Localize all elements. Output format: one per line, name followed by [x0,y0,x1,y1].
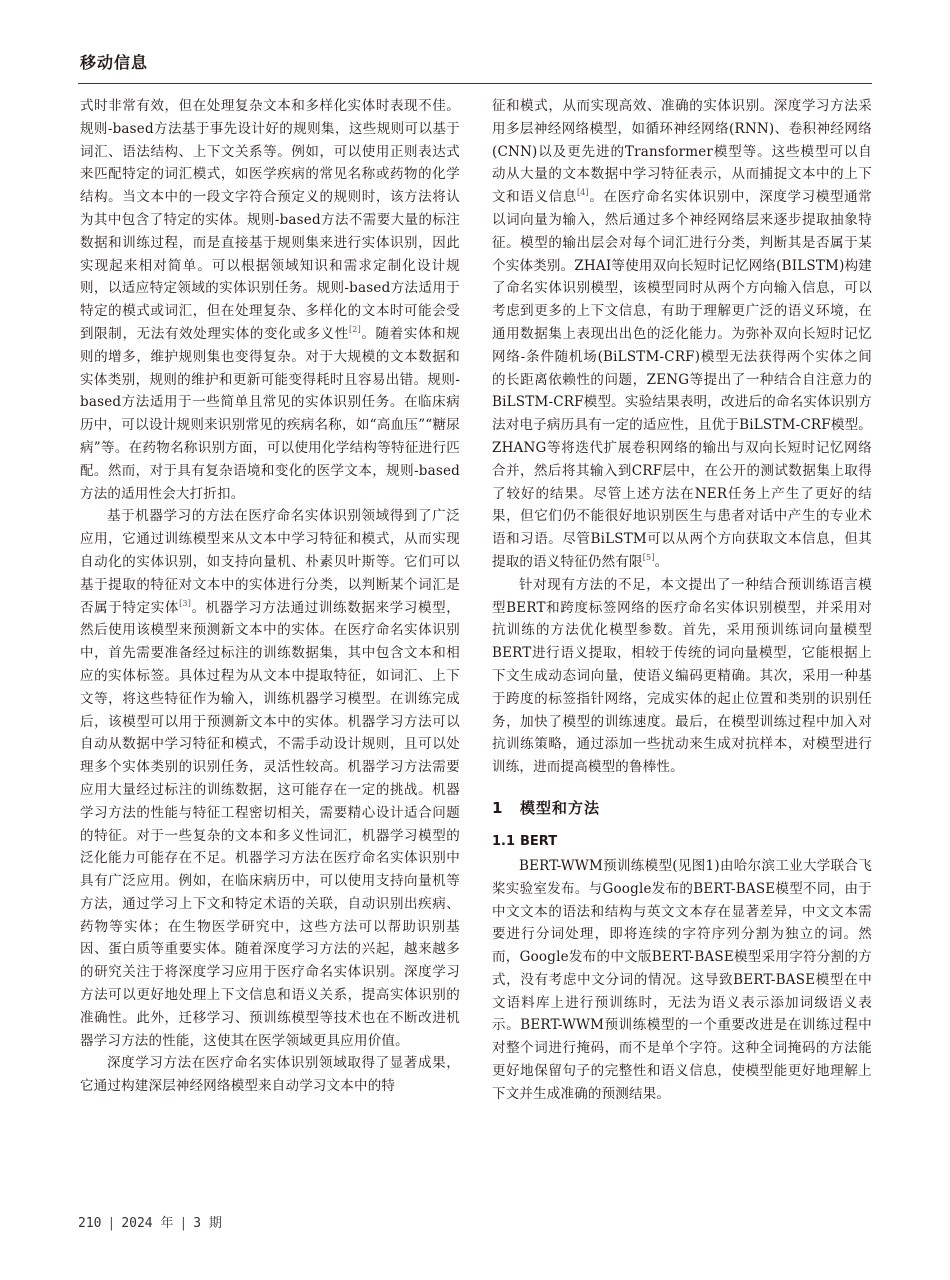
footer-issue: 3 期 [193,1216,222,1231]
left-column [80,95,460,1098]
subsection-heading [492,834,872,849]
paragraph-deep-learning-models: 征和模式，从而实现高效、准确的实体识别。深度学习方法采用多层神经网络模型，如循环神经网络(RNN)、卷积神经网络(CNN)以及更先进的Transformer模型等。这些模型可以自动从大量的文本数据中学习特征表示，从而捕捉文本中的上下文和语义信息[4]。在医疗命名实体识别中，深度学习模型通常以词向量为输入，然后通过多个神经网络层来逐步提取抽象特征。模型的输出层会对每个词汇进行分类，判断其是否属于某个实体类别。ZHAI等使用双向长短时记忆网络(BILSTM)构建了命名实体识别模型，该模型同时从两个方向输入信息，可以考虑到更多的上下文信息，有助于理解更广泛的语义环境，在通用数据集上表现出出色的泛化能力。为弥补双向长短时记忆网络-条件随机场(BiLSTM-CRF)模型无法获得两个实体之间的长距离依赖性的问题，ZENG等提出了一种结合自注意力的BiLSTM-CRF模型。实验结果表明，改进后的命名实体识别方法对电子病历具有一定的适应性，且优于BiLSTM-CRF模型。ZHANG等将迭代扩展卷积网络的输出与双向长短时记忆网络合并，然后将其输入到CRF层中，在公开的测试数据集上取得了较好的结果。尽管上述方法在NER任务上产生了更好的结果，但它们仍不能很好地识别医生与患者对话中产生的专业术语和习语。尽管BiLSTM可以从两个方向获取文本信息，但其提取的语义特征仍然有限[5]。 [492,98,872,570]
subsection-number: 1.1 [492,833,516,849]
section-title: 模型和方法 [520,798,601,817]
paragraph-bert-wwm: BERT-WWM预训练模型(见图1)由哈尔滨工业大学联合飞桨实验室发布。与Google发布的BERT-BASE模型不同，由于中文文本的语法和结构与英文文本存在显著差异，中文文本需要进行分词处理，即将连续的字符序列分割为独立的词。然而，Google发布的中文版BERT-BASE模型采用字符分割的方式，没有考虑中文分词的情况。这导致BERT-BASE模型在中文语料库上进行预训练时，无法为语义表示添加词级语义表示。BERT-WWM预训练模型的一个重要改进是在训练过程中对整个词进行掩码，而不是单个字符。这种全词掩码的方法能更好地保留句子的完整性和语义信息，使模型能更好地理解上下文并生成准确的预测结果。 [492,857,872,1102]
page-footer: 210 | 2024 年 | 3 期 [78,1216,222,1231]
citation-2: [2] [348,324,361,334]
journal-name: 移动信息 [80,53,149,72]
paragraph-machine-learning: 基于机器学习的方法在医疗命名实体识别领域得到了广泛应用，它通过训练模型来从文本中学习特征和模式，从而实现自动化的实体识别，如支持向量机、朴素贝叶斯等。它们可以基于提取的特征对文本中的实体进行分类，以判断某个词汇是否属于特定实体[3]。机器学习方法通过训练数据来学习模型，然后使用该模型来预测新文本中的实体。在医疗命名实体识别中，首先需要准备经过标注的训练数据集，其中包含文本和相应的实体标签。具体过程为从文本中提取特征，如词汇、上下文等，将这些特征作为输入，训练机器学习模型。在训练完成后，该模型可以用于预测新文本中的实体。机器学习方法可以自动从数据中学习特征和模式，不需手动设计规则，且可以处理多个实体类别的识别任务，灵活性较高。机器学习方法需要应用大量经过标注的训练数据，这可能存在一定的挑战。机器学习方法的性能与特征工程密切相关，需要精心设计适合问题的特征。对于一些复杂的文本和多义性词汇，机器学习模型的泛化能力可能存在不足。机器学习方法在医疗命名实体识别中具有广泛应用。例如，在临床病历中，可以使用支持向量机等方法，通过学习上下文和特定术语的关联，自动识别出疾病、药物等实体；在生物医学研究中，这些方法可以帮助识别基因、蛋白质等重要实体。随着深度学习方法的兴起，越来越多的研究关注于将深度学习应用于医疗命名实体识别。深度学习方法可以更好地处理上下文信息和语义关系，提高实体识别的准确性。此外，迁移学习、预训练模型等技术也在不断改进机器学习方法的性能，这使其在医学领域更具应用价值。 [80,508,460,1049]
paragraph-proposed-method: 针对现有方法的不足，本文提出了一种结合预训练语言模型BERT和跨度标签网络的医疗命名实体识别模型，并采用对抗训练的方法优化模型参数。首先，采用预训练词向量模型BERT进行语义提取，相较于传统的词向量模型，它能根据上下文生成动态词向量，使语义编码更精确。其次，采用一种基于跨度的标签指针网络，完成实体的起止位置和类别的识别任务，加快了模型的训练速度。最后，在模型训练过程中加入对抗训练策略，通过添加一些扰动来生成对抗样本，对模型进行训练，进而提高模型的鲁棒性。 [492,576,872,776]
section-heading [492,797,872,818]
citation-3: [3] [179,598,192,608]
header-divider [78,83,872,84]
page-number: 210 [78,1216,102,1231]
paragraph-rule-based: 式时非常有效，但在处理复杂文本和多样化实体时表现不佳。规则-based方法基于事先设计好的规则集，这些规则可以基于词汇、语法结构、上下文关系等。例如，可以使用正则表达式来匹配特定的词汇模式，如医学疾病的常见名称或药物的化学结构。当文本中的一段文字符合预定义的规则时，该方法将认为其中包含了特定的实体。规则-based方法不需要大量的标注数据和训练过程，而是直接基于规则集来进行实体识别，因此实现起来相对简单。可以根据领域知识和需求定制化设计规则，以适应特定领域的实体识别任务。规则-based方法适用于特定的模式或词汇，但在处理复杂、多样化的文本时可能会受到限制，无法有效处理实体的变化或多义性[2]。随着实体和规则的增多，维护规则集也变得复杂。对于大规模的文本数据和实体类别，规则的维护和更新可能变得耗时且容易出错。规则-based方法适用于一些简单且常见的实体识别任务。在临床病历中，可以设计规则来识别常见的疾病名称，如“高血压”“糖尿病”等。在药物名称识别方面，可以使用化学结构等特征进行匹配。然而，对于具有复杂语境和变化的医学文本，规则-based方法的适用性会大打折扣。 [80,98,460,502]
section-number: 1 [492,798,504,817]
citation-5: [5] [642,552,655,562]
subsection-title: BERT [520,833,558,849]
citation-4: [4] [576,188,589,198]
footer-year: 2024 年 [121,1216,174,1231]
right-column [492,95,872,1106]
paragraph-deep-learning-intro: 深度学习方法在医疗命名实体识别领域取得了显著成果，它通过构建深层神经网络模型来自动学习文本中的特 [80,1055,460,1095]
